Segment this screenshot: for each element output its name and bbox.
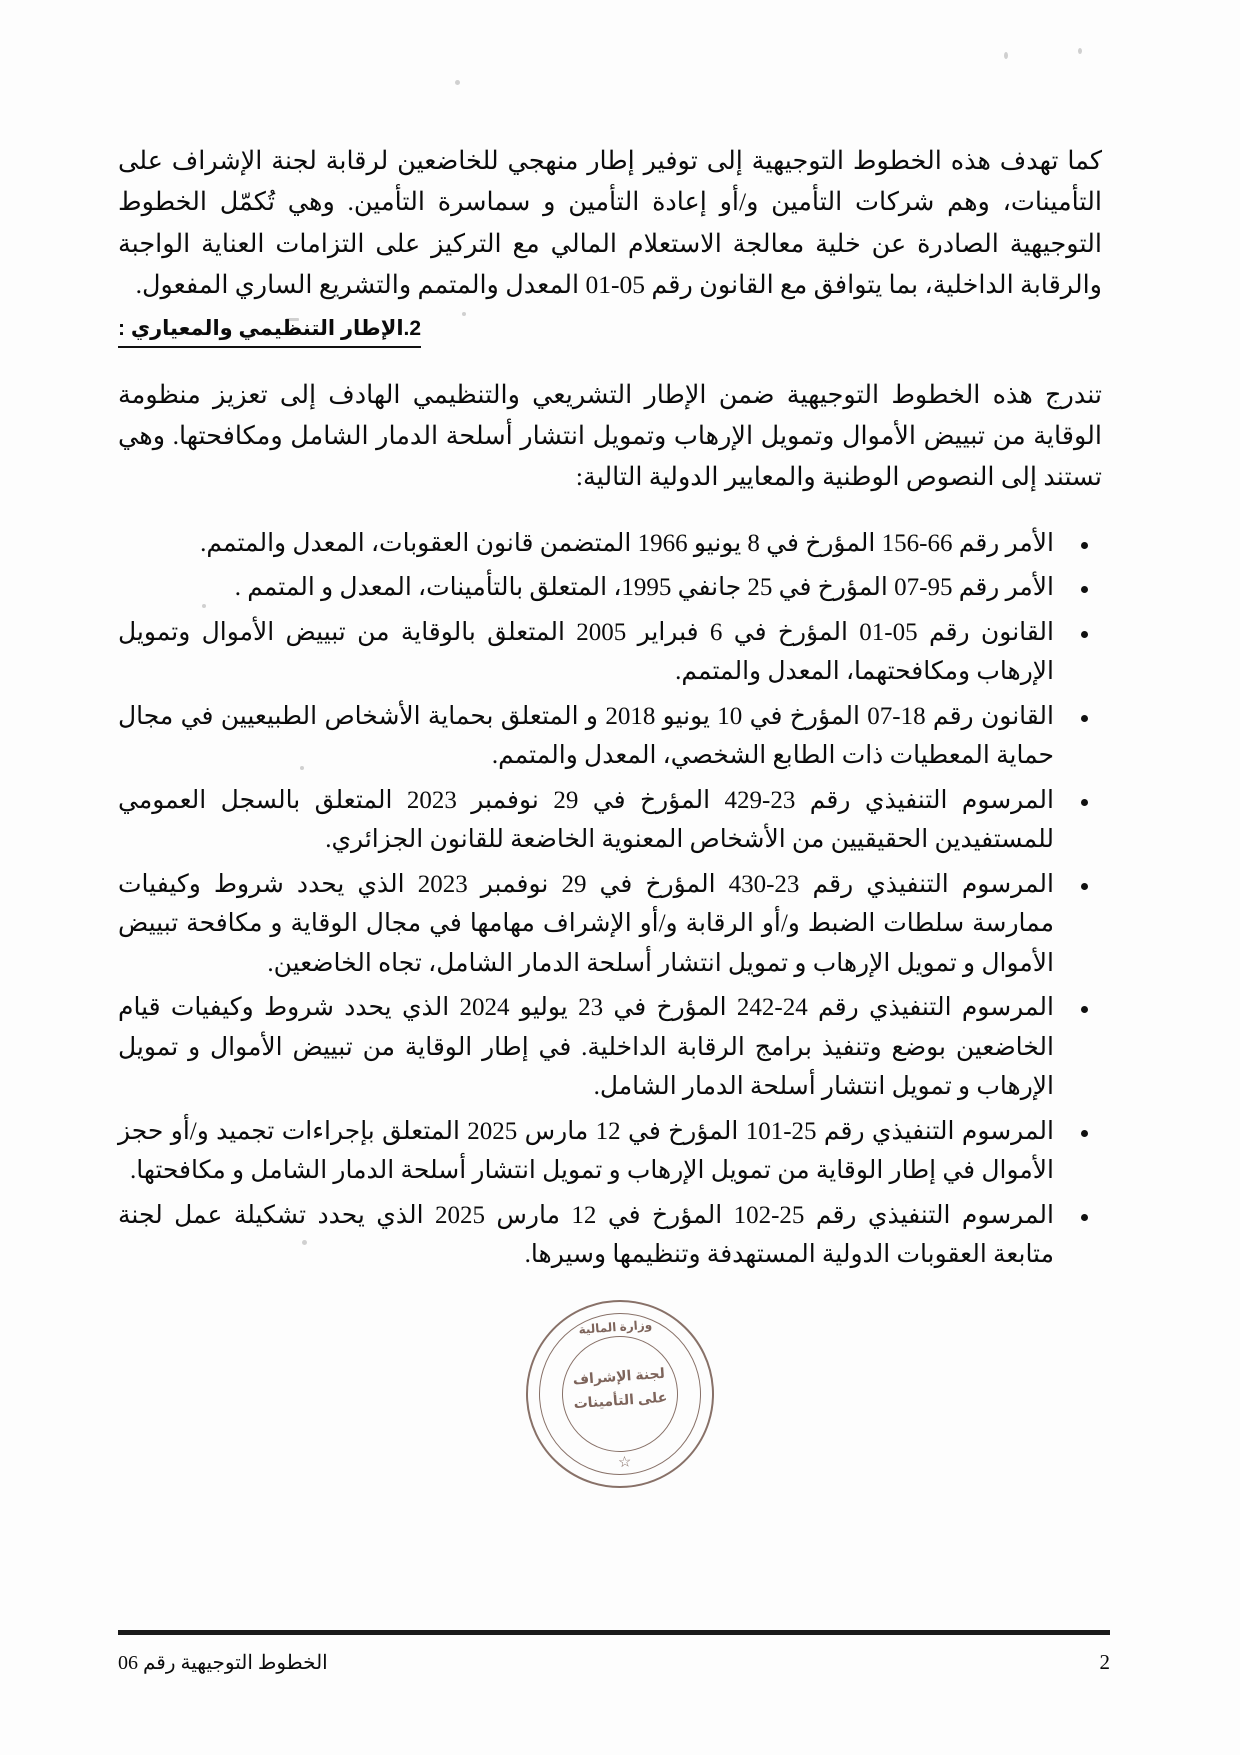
bullet-icon <box>1081 883 1088 890</box>
stamp-ring-inner <box>558 1332 682 1456</box>
bullet-icon <box>1081 799 1088 806</box>
bullet-icon <box>1081 542 1088 549</box>
official-stamp <box>0 1300 1240 1490</box>
stamp-line-1: لجنة الإشراف <box>572 1364 666 1388</box>
bullet-icon <box>1081 715 1088 722</box>
reference-text: الأمر رقم 66-156 المؤرخ في 8 يونيو 1966 المتضمن قانون العقوبات، المعدل والمتمم. <box>200 529 1054 557</box>
reference-text: المرسوم التنفيذي رقم 24-242 المؤرخ في 23 يوليو 2024 الذي يحدد شروط وكيفيات قيام الخاضعين بوضع وتنفيذ برامج الرقابة الداخلية. في إطار الوقاية من تبييض الأموال و تمويل الإرهاب و تمويل انتشار أسلحة الدمار الشامل. <box>118 994 1054 1101</box>
footer-title: الخطوط التوجيهية رقم 06 <box>118 1652 328 1674</box>
stamp-graphic <box>520 1294 721 1495</box>
reference-text: المرسوم التنفيذي رقم 25-102 المؤرخ في 12 مارس 2025 الذي يحدد تشكيلة عمل لجنة متابعة العقوبات الدولية المستهدفة وتنظيمها وسيرها. <box>118 1201 1054 1269</box>
legal-references-list <box>118 524 1102 1275</box>
reference-text: القانون رقم 18-07 المؤرخ في 10 يونيو 2018 و المتعلق بحماية الأشخاص الطبيعيين في مجال حماية المعطيات ذات الطابع الشخصي، المعدل والمتمم. <box>118 702 1054 770</box>
reference-text: القانون رقم 05-01 المؤرخ في 6 فبراير 2005 المتعلق بالوقاية من تبييض الأموال وتمويل الإرهاب ومكافحتهما، المعدل والمتمم. <box>118 618 1054 686</box>
bullet-icon <box>1081 1006 1088 1013</box>
footer-divider <box>118 1630 1110 1635</box>
scan-speck <box>1078 48 1082 54</box>
bullet-icon <box>1081 1130 1088 1137</box>
page-footer <box>118 1650 1110 1675</box>
list-item <box>118 988 1102 1107</box>
list-item <box>118 865 1102 984</box>
list-item <box>118 781 1102 860</box>
stamp-line-2: على التأمينات <box>573 1388 668 1412</box>
page-number: 2 <box>1099 1650 1110 1674</box>
reference-text: المرسوم التنفيذي رقم 25-101 المؤرخ في 12 مارس 2025 المتعلق بإجراءات تجميد و/أو حجز الأموال في إطار الوقاية من تمويل الإرهاب و تمويل انتشار أسلحة الدمار الشامل و مكافحتها. <box>118 1117 1054 1185</box>
reference-text: المرسوم التنفيذي رقم 23-429 المؤرخ في 29 نوفمبر 2023 المتعلق بالسجل العمومي للمستفيدين الحقيقيين من الأشخاص المعنوية الخاضعة للقانون الجزائري. <box>118 786 1054 854</box>
intro-paragraph: كما تهدف هذه الخطوط التوجيهية إلى توفير إطار منهجي للخاضعين لرقابة لجنة الإشراف على التأمينات، وهم شركات التأمين و/أو إعادة التأمين و سماسرة التأمين. وهي تُكمّل الخطوط التوجيهية الصادرة عن خلية معالجة الاستعلام المالي مع التركيز على التزامات العناية الواجبة والرقابة الداخلية، بما يتوافق مع القانون رقم 05-01 المعدل والمتمم والتشريع الساري المفعول. <box>118 146 1102 299</box>
section-intro-paragraph: تندرج هذه الخطوط التوجيهية ضمن الإطار التشريعي والتنظيمي الهادف إلى تعزيز منظومة الوقاية من تبييض الأموال وتمويل الإرهاب وتمويل انتشار أسلحة الدمار الشامل ومكافحتها. وهي تستند إلى النصوص الوطنية والمعايير الدولية التالية: <box>118 379 1102 492</box>
reference-text: الأمر رقم 95-07 المؤرخ في 25 جانفي 1995، المتعلق بالتأمينات، المعدل و المتمم . <box>234 574 1054 602</box>
bullet-icon <box>1081 1214 1088 1221</box>
scan-speck <box>1004 52 1008 59</box>
bullet-icon <box>1081 631 1088 638</box>
scan-speck <box>455 80 460 85</box>
list-item <box>118 568 1102 608</box>
stamp-top-text: وزارة المالية <box>578 1317 653 1337</box>
stamp-ring-middle <box>534 1308 707 1481</box>
list-item <box>118 613 1102 692</box>
list-item <box>118 1112 1102 1191</box>
section-heading-text: 2.الإطار التنظيمي والمعياري : <box>118 313 421 348</box>
stamp-ring-outer <box>520 1294 721 1495</box>
reference-text: المرسوم التنفيذي رقم 23-430 المؤرخ في 29 نوفمبر 2023 الذي يحدد شروط وكيفيات ممارسة سلطات الضبط و/أو الرقابة و/أو الإشراف مهامها في مجال الوقاية و مكافحة تبييض الأموال و تمويل الإرهاب و تمويل انتشار أسلحة الدمار الشامل، تجاه الخاضعين. <box>118 870 1054 977</box>
list-item <box>118 1196 1102 1275</box>
bullet-icon <box>1081 586 1088 593</box>
stamp-star-icon: ☆ <box>617 1453 633 1472</box>
document-content <box>118 140 1102 1280</box>
list-item <box>118 524 1102 564</box>
section-heading <box>118 311 1102 348</box>
list-item <box>118 697 1102 776</box>
